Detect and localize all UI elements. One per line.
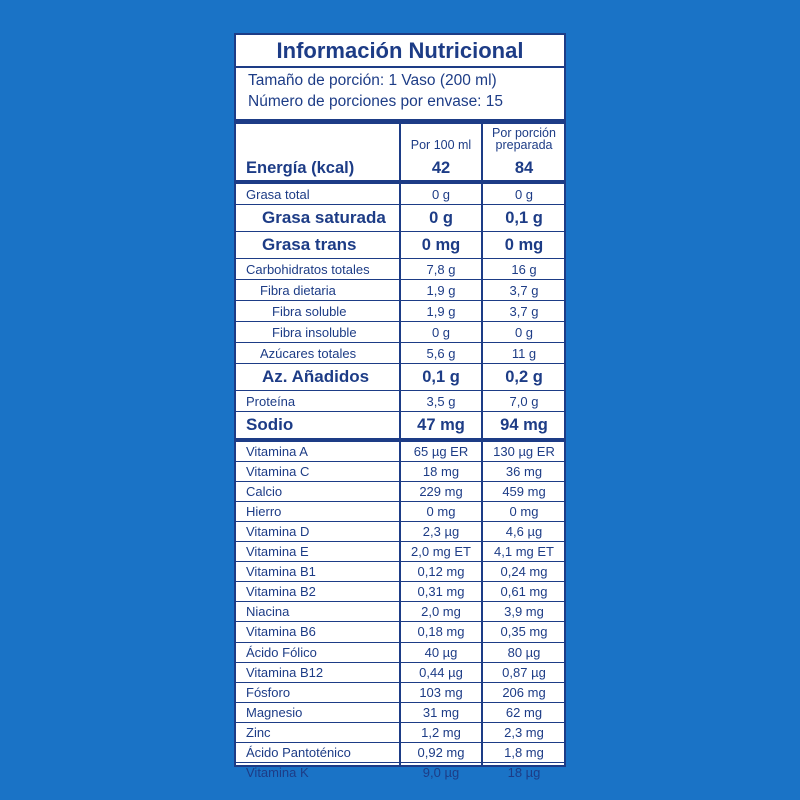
nutrient-name: Fósforo bbox=[246, 684, 291, 700]
column-divider-2 bbox=[481, 124, 483, 765]
value-per-portion: 0 mg bbox=[504, 235, 544, 254]
value-per-portion: 206 mg bbox=[502, 684, 546, 700]
nutrient-name: Az. Añadidos bbox=[262, 367, 370, 386]
value-per-portion: 4,1 mg ET bbox=[494, 544, 554, 560]
value-per-portion: 0 g bbox=[514, 186, 534, 202]
value-per-portion: 3,9 mg bbox=[504, 604, 544, 620]
nutrient-name: Carbohidratos totales bbox=[246, 261, 370, 277]
col-header-per-portion bbox=[482, 127, 566, 151]
value-per-100: 0,44 µg bbox=[419, 664, 463, 680]
energy-per-100: 42 bbox=[431, 159, 451, 177]
value-per-portion: 0 g bbox=[514, 324, 534, 340]
nutrient-name: Proteína bbox=[246, 393, 296, 409]
nutrient-name: Vitamina B2 bbox=[246, 584, 316, 600]
col-header-per-100: Por 100 ml bbox=[410, 138, 472, 152]
value-per-portion: 62 mg bbox=[505, 704, 543, 720]
value-per-100: 1,9 g bbox=[426, 282, 456, 298]
nutrient-name: Vitamina B1 bbox=[246, 564, 316, 580]
value-per-portion: 18 µg bbox=[507, 765, 541, 781]
value-per-portion: 2,3 mg bbox=[504, 724, 544, 740]
value-per-portion: 11 g bbox=[511, 345, 537, 361]
nutrient-name: Calcio bbox=[246, 483, 283, 499]
value-per-100: 0,31 mg bbox=[417, 584, 465, 600]
value-per-100: 0 mg bbox=[421, 235, 461, 254]
serving-size: Tamaño de porción: 1 Vaso (200 ml) bbox=[248, 72, 497, 89]
nutrient-name: Vitamina B6 bbox=[246, 624, 316, 640]
value-per-portion: 0 mg bbox=[509, 503, 539, 519]
value-per-100: 229 mg bbox=[419, 483, 463, 499]
value-per-100: 103 mg bbox=[419, 684, 463, 700]
value-per-100: 0,1 g bbox=[422, 367, 460, 386]
nutrient-name: Vitamina K bbox=[246, 765, 309, 781]
nutrient-name: Magnesio bbox=[246, 704, 303, 720]
nutrient-name: Vitamina C bbox=[246, 463, 310, 479]
column-divider-1 bbox=[399, 124, 401, 765]
value-per-100: 3,5 g bbox=[426, 393, 456, 409]
nutrient-name: Fibra insoluble bbox=[272, 324, 357, 340]
value-per-100: 0,12 mg bbox=[417, 564, 465, 580]
value-per-100: 40 µg bbox=[424, 644, 458, 660]
nutrient-name: Ácido Pantoténico bbox=[246, 745, 351, 761]
value-per-portion: 130 µg ER bbox=[493, 443, 555, 459]
col-header-per-portion-line2: preparada bbox=[495, 138, 553, 152]
value-per-portion: 80 µg bbox=[507, 644, 541, 660]
col-header-per-portion-line1: Por porción bbox=[492, 126, 556, 140]
value-per-100: 0 g bbox=[431, 186, 451, 202]
value-per-100: 0 g bbox=[429, 208, 453, 227]
value-per-portion: 459 mg bbox=[502, 483, 546, 499]
value-per-portion: 0,2 g bbox=[505, 367, 543, 386]
value-per-100: 2,3 µg bbox=[422, 523, 460, 539]
nutrition-facts-panel bbox=[234, 33, 566, 781]
nutrient-name: Vitamina D bbox=[246, 523, 310, 539]
value-per-100: 9,0 µg bbox=[422, 765, 460, 781]
nutrient-name: Sodio bbox=[246, 415, 294, 434]
value-per-portion: 0,61 mg bbox=[500, 584, 548, 600]
value-per-100: 2,0 mg ET bbox=[411, 544, 471, 560]
nutrient-name: Vitamina B12 bbox=[246, 664, 324, 680]
value-per-100: 2,0 mg bbox=[421, 604, 461, 620]
value-per-portion: 7,0 g bbox=[509, 393, 539, 409]
value-per-portion: 94 mg bbox=[500, 415, 548, 434]
value-per-100: 0,92 mg bbox=[417, 745, 465, 761]
value-per-portion: 4,6 µg bbox=[505, 523, 543, 539]
nutrient-name: Hierro bbox=[246, 503, 282, 519]
value-per-100: 18 mg bbox=[422, 463, 460, 479]
nutrient-name: Grasa total bbox=[246, 186, 310, 202]
nutrient-name: Grasa saturada bbox=[262, 208, 386, 227]
title-divider bbox=[236, 66, 564, 68]
nutrient-name: Zinc bbox=[246, 724, 271, 740]
value-per-100: 0 mg bbox=[426, 503, 456, 519]
value-per-100: 0,18 mg bbox=[417, 624, 465, 640]
nutrient-name: Fibra dietaria bbox=[260, 282, 336, 298]
value-per-100: 5,6 g bbox=[426, 345, 456, 361]
value-per-portion: 16 g bbox=[511, 261, 537, 277]
value-per-portion: 36 mg bbox=[505, 463, 543, 479]
energy-per-portion: 84 bbox=[514, 159, 534, 177]
value-per-100: 47 mg bbox=[417, 415, 465, 434]
value-per-portion: 0,87 µg bbox=[502, 664, 546, 680]
value-per-100: 7,8 g bbox=[426, 261, 456, 277]
value-per-portion: 0,35 mg bbox=[500, 624, 548, 640]
value-per-100: 31 mg bbox=[422, 704, 460, 720]
nutrient-name: Vitamina A bbox=[246, 443, 308, 459]
energy-label: Energía (kcal) bbox=[246, 159, 355, 177]
value-per-portion: 3,7 g bbox=[509, 282, 539, 298]
nutrient-name: Grasa trans bbox=[262, 235, 357, 254]
value-per-portion: 0,1 g bbox=[505, 208, 543, 227]
value-per-portion: 1,8 mg bbox=[504, 745, 544, 761]
panel-title: Información Nutricional bbox=[276, 38, 524, 63]
nutrient-name: Vitamina E bbox=[246, 544, 309, 560]
value-per-portion: 0,24 mg bbox=[500, 564, 548, 580]
value-per-portion: 3,7 g bbox=[509, 303, 539, 319]
value-per-100: 1,9 g bbox=[426, 303, 456, 319]
nutrient-name: Ácido Fólico bbox=[246, 644, 317, 660]
servings-per-container: Número de porciones por envase: 15 bbox=[248, 93, 504, 110]
value-per-100: 0 g bbox=[431, 324, 451, 340]
nutrient-name: Niacina bbox=[246, 604, 290, 620]
value-per-100: 1,2 mg bbox=[421, 724, 461, 740]
nutrient-name: Fibra soluble bbox=[272, 303, 347, 319]
value-per-100: 65 µg ER bbox=[413, 443, 469, 459]
nutrient-name: Azúcares totales bbox=[260, 345, 357, 361]
